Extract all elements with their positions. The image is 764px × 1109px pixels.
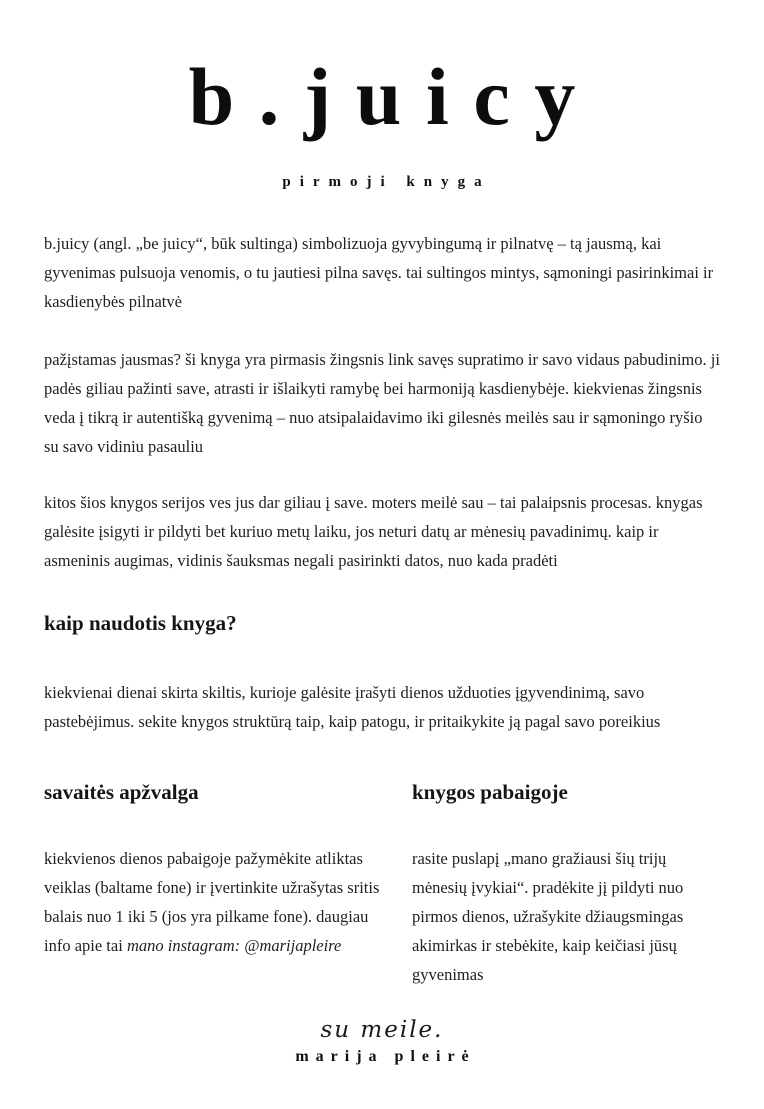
page-title: b.juicy: [188, 51, 600, 142]
page-subtitle: pirmoji knyga: [282, 174, 491, 190]
signature-block: [44, 1015, 720, 1066]
intro-paragraph-1: b.juicy (angl. „be juicy“, būk sultinga) simbolizuoja gyvybingumą ir pilnatvę – tą jausmą, kai gyvenimas pulsuoja venomis, o tu jautiesi pilna savęs. tai sultingos mintys, sąmoningi pasirinkimai ir kasdienybės pilnatvė: [44, 234, 714, 311]
column-weekly-review: [44, 778, 382, 989]
column-heading-book-end: knygos pabaigoje: [412, 780, 568, 804]
column-heading-weekly-review: savaitės apžvalga: [44, 780, 199, 804]
signature-script: su meile.: [320, 1017, 444, 1043]
section-heading-how-to-use: kaip naudotis knyga?: [44, 611, 237, 635]
how-to-use-paragraph: kiekvienai dienai skirta skiltis, kurioje galėsite įrašyti dienos užduoties įgyvendinimą, savo pastebėjimus. sekite knygos struktūrą taip, kaip patogu, ir pritaikykite ją pagal savo poreikius: [44, 683, 661, 731]
two-column-section: [44, 778, 720, 989]
instagram-note: mano instagram: @marijapleire: [126, 936, 342, 955]
intro-paragraph-2: pažįstamas jausmas? ši knyga yra pirmasis žingsnis link savęs supratimo ir savo vidaus pabudinimo. ji padės giliau pažinti save, atrasti ir išlaikyti ramybę bei harmoniją kasdienybėje. kiekvienas žingsnis veda į tikrą ir autentišką gyvenimą – nuo atsipalaidavimo iki gilesnės meilės sau ir sąmoningo ryšio su savo vidiniu pasauliu: [44, 350, 720, 456]
weekly-review-text: [44, 844, 382, 960]
author-name: marija pleirė: [295, 1048, 476, 1065]
column-book-end: [412, 778, 720, 989]
weekly-review-body: kiekvienos dienos pabaigoje pažymėkite atliktas veiklas (baltame fone) ir įvertinkite užrašytas sritis balais nuo 1 iki 5 (jos yra pilkame fone). daugiau info apie tai: [44, 849, 380, 955]
book-end-text: rasite puslapį „mano gražiausi šių trijų mėnesių įvykiai“. pradėkite jį pildyti nuo pirmos dienos, užrašykite džiaugsmingas akimirkas ir stebėkite, kaip keičiasi jūsų gyvenimas: [412, 849, 684, 984]
intro-paragraph-3: kitos šios knygos serijos ves jus dar giliau į save. moters meilė sau – tai palaipsnis procesas. knygas galėsite įsigyti ir pildyti bet kuriuo metų laiku, jos neturi datų ar mėnesių pavadinimų. kaip ir asmeninis augimas, vidinis šauksmas negali pasirinkti datos, nuo kada pradėti: [44, 493, 703, 570]
